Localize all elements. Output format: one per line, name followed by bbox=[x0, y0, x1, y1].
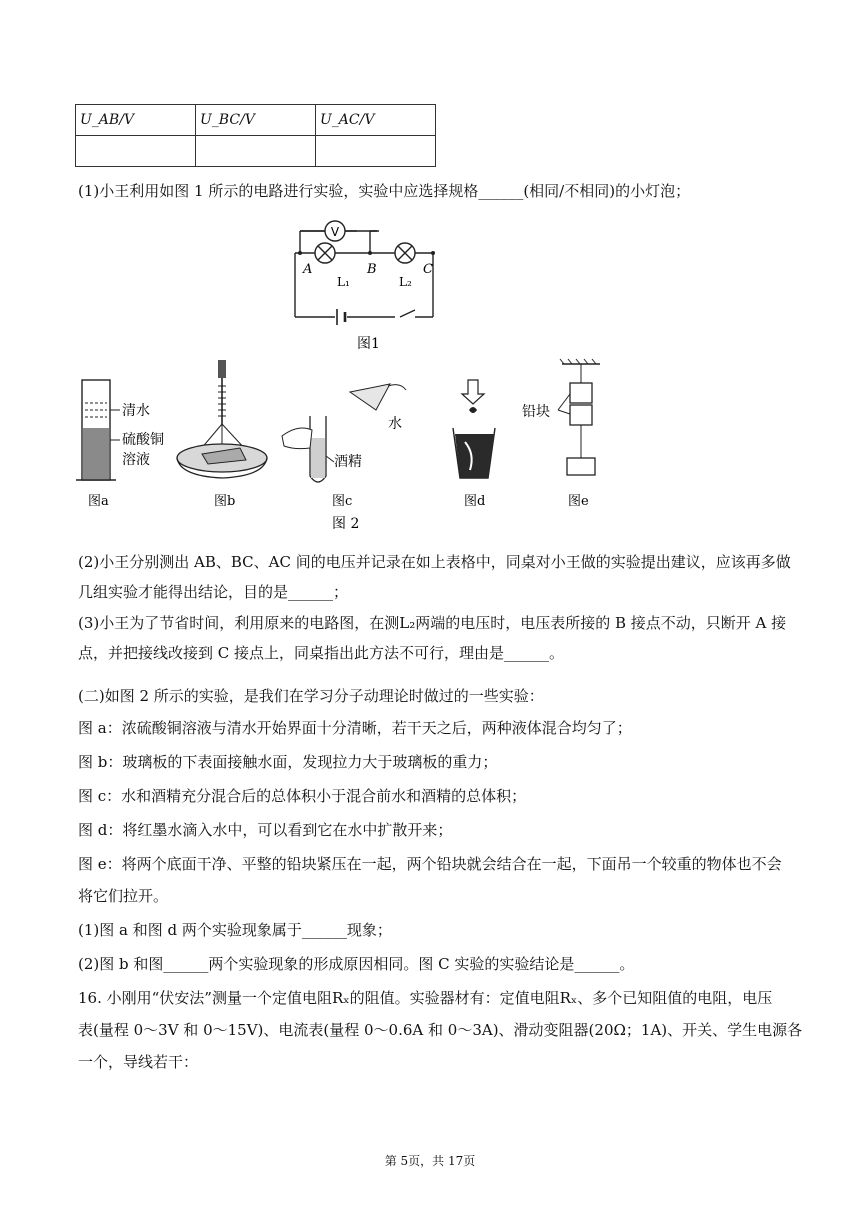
point-c-label: C bbox=[423, 262, 433, 277]
point-a-label: A bbox=[303, 262, 313, 277]
lead-block-label: 铅块 bbox=[522, 404, 550, 420]
figure-2 bbox=[70, 358, 630, 533]
table-header-cell: U_AB/V bbox=[76, 105, 196, 136]
figure-2a-cylinder bbox=[76, 380, 164, 509]
figure-a-description: 图 a：浓硫酸铜溶液与清水开始界面十分清晰，若干天之后，两种液体混合均匀了； bbox=[78, 719, 632, 737]
figure-2b-spring-scale bbox=[177, 360, 267, 509]
figure-d-description: 图 d：将红墨水滴入水中，可以看到它在水中扩散开来； bbox=[78, 821, 453, 839]
question-3-line-1: (3)小王为了节省时间，利用原来的电路图，在测L₂两端的电压时，电压表所接的 B 接点不动，只断开 A 接 bbox=[78, 614, 787, 632]
solution-label-1: 硫酸铜 bbox=[122, 432, 164, 448]
point-b-label: B bbox=[367, 262, 377, 277]
figure-e-description-line-1: 图 e：将两个底面干净、平整的铅块紧压在一起，两个铅块就会结合在一起，下面吊一个较重的物体也不会 bbox=[78, 855, 782, 873]
table-header-cell: U_BC/V bbox=[196, 105, 316, 136]
water-label: 清水 bbox=[122, 403, 150, 419]
figure-e-description-line-2: 将它们拉开。 bbox=[78, 887, 169, 905]
figure-2e-lead-blocks bbox=[522, 359, 600, 509]
page-footer: 第 5页，共 17页 bbox=[384, 1154, 476, 1168]
question-16-line-3: 一个，导线若干： bbox=[78, 1053, 199, 1071]
question-1: (1)小王利用如图 1 所示的电路进行实验，实验中应选择规格______(相同/不相同)的小灯泡； bbox=[78, 182, 691, 200]
voltmeter-label: V bbox=[330, 225, 340, 239]
figure-2d-beaker bbox=[453, 380, 495, 509]
question-3-line-2: 点，并把接线改接到 C 接点上，同桌指出此方法不可行，理由是______。 bbox=[78, 644, 565, 662]
figure-b-description: 图 b：玻璃板的下表面接触水面，发现拉力大于玻璃板的重力； bbox=[78, 753, 498, 771]
figure-2b-caption: 图b bbox=[214, 494, 236, 509]
figure-2e-caption: 图e bbox=[568, 494, 589, 509]
table-row bbox=[76, 136, 436, 167]
figure-c-description: 图 c：水和酒精充分混合后的总体积小于混合前水和酒精的总体积； bbox=[78, 787, 527, 805]
table-header-row bbox=[76, 105, 436, 136]
figure-2-caption: 图 2 bbox=[332, 516, 360, 532]
question-16-line-2: 表(量程 0～3V 和 0～15V)、电流表(量程 0～0.6A 和 0～3A)、滑动变阻器(20Ω；1A)、开关、学生电源各 bbox=[78, 1021, 803, 1039]
water-label-c: 水 bbox=[388, 416, 402, 432]
voltage-table bbox=[75, 104, 436, 167]
question-2-line-1: (2)小王分别测出 AB、BC、AC 间的电压并记录在如上表格中，同桌对小王做的实验提出建议，应该再多做 bbox=[78, 553, 791, 571]
table-header-cell: U_AC/V bbox=[316, 105, 436, 136]
figure-1-caption: 图1 bbox=[357, 336, 380, 352]
figure-2c-test-tube bbox=[282, 384, 406, 509]
figure-1-circuit bbox=[285, 210, 445, 360]
lamp-l2-label: L₂ bbox=[399, 275, 412, 289]
sub-question-2: (2)图 b 和图______两个实验现象的形成原因相同。图 C 实验的实验结论是______。 bbox=[78, 955, 635, 973]
lamp-l1-label: L₁ bbox=[337, 275, 350, 289]
part-2-intro: (二)如图 2 所示的实验，是我们在学习分子动理论时做过的一些实验： bbox=[78, 687, 544, 705]
question-2-line-2: 几组实验才能得出结论，目的是______； bbox=[78, 583, 349, 601]
figure-2d-caption: 图d bbox=[464, 494, 486, 509]
question-16-line-1: 16. 小刚用“伏安法”测量一个定值电阻Rₓ的阻值。实验器材有：定值电阻Rₓ、多个已知阻值的电阻，电压 bbox=[78, 989, 773, 1007]
figure-2a-caption: 图a bbox=[88, 494, 109, 509]
alcohol-label: 酒精 bbox=[334, 454, 362, 470]
sub-question-1: (1)图 a 和图 d 两个实验现象属于______现象； bbox=[78, 921, 392, 939]
table-cell bbox=[76, 136, 196, 167]
table-cell bbox=[316, 136, 436, 167]
table-cell bbox=[196, 136, 316, 167]
solution-label-2: 溶液 bbox=[122, 452, 150, 468]
figure-2c-caption: 图c bbox=[332, 494, 353, 509]
